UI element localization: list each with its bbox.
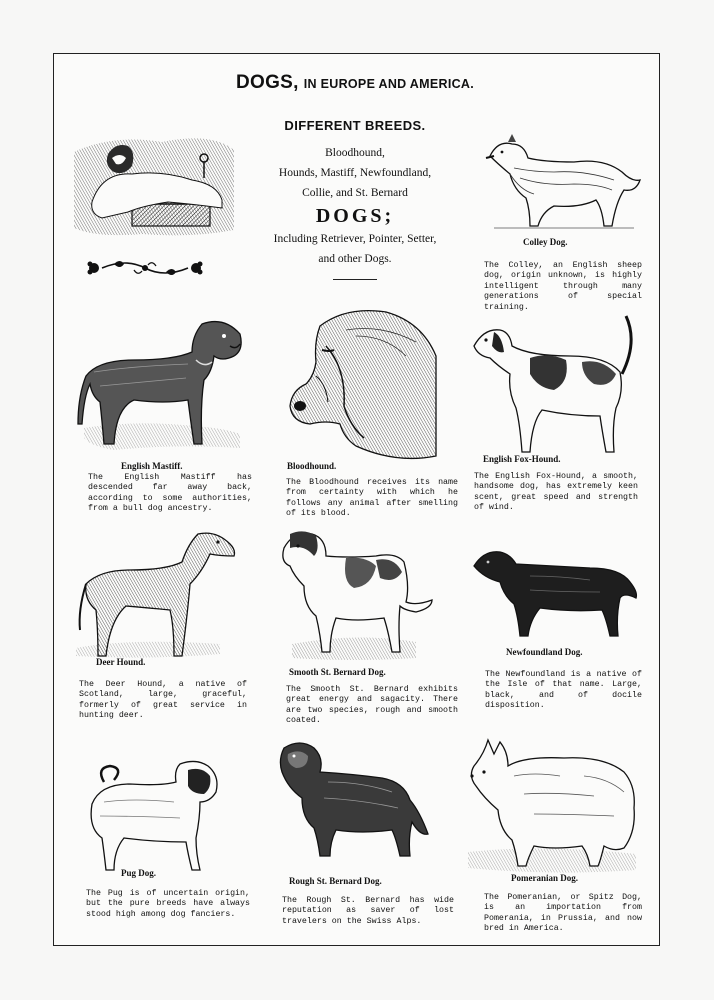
colley-caption: Colley Dog. [523, 237, 568, 247]
mastiff-caption: English Mastiff. [121, 461, 183, 471]
pug-caption: Pug Dog. [121, 868, 157, 878]
english-mastiff-illustration [74, 316, 244, 456]
intro-line-3: Collie, and St. Bernard [302, 187, 408, 199]
colley-description: The Colley, an English sheep dog, origin unknown, is highly intelligent through many generations of special training. [484, 261, 642, 312]
intro-line-2: Hounds, Mastiff, Newfoundland, [278, 167, 432, 179]
intro-block [240, 118, 470, 280]
bloodhound-caption: Bloodhound. [287, 461, 337, 471]
fox-hound-caption: English Fox-Hound. [483, 454, 561, 464]
intro-line-1: Bloodhound, [325, 147, 385, 159]
smooth-st-bernard-caption: Smooth St. Bernard Dog. [289, 667, 386, 677]
rough-st-bernard-description: The Rough St. Bernard has wide reputation as saver of lost travelers on the Swiss Alps. [282, 896, 454, 926]
title-rule [333, 279, 377, 280]
rough-st-bernard-caption: Rough St. Bernard Dog. [289, 876, 382, 886]
english-fox-hound-illustration [470, 312, 638, 458]
fox-hound-description: The English Fox-Hound, a smooth, handsome dog, has extremely keen scent, great speed and strength of wind. [474, 472, 638, 513]
intro-line-5: and other Dogs. [318, 253, 392, 265]
pug-description: The Pug is of uncertain origin, but the pure breeds have always stood high among dog fanciers. [86, 889, 250, 919]
subtitle: DIFFERENT BREEDS. [284, 118, 426, 133]
smooth-st-bernard-illustration [276, 526, 436, 662]
deer-hound-caption: Deer Hound. [96, 657, 146, 667]
pomeranian-caption: Pomeranian Dog. [511, 873, 578, 883]
newfoundland-description: The Newfoundland is a native of the Isle of that name. Large, black, and of docile disposition. [485, 670, 642, 711]
bloodhound-illustration [286, 306, 438, 464]
pomeranian-description: The Pomeranian, or Spitz Dog, is an importation from Pomerania, in Prussia, and now bred in America. [484, 893, 642, 934]
pug-dog-illustration [84, 758, 234, 876]
page-title [200, 72, 510, 94]
deer-hound-description: The Deer Hound, a native of Scotland, large, graceful, formerly of great service in hunting deer. [79, 680, 247, 721]
deer-hound-illustration [70, 530, 240, 666]
intro-line-4: Including Retriever, Pointer, Setter, [273, 233, 437, 245]
title-rest: IN EUROPE AND AMERICA. [303, 77, 475, 91]
dogs-heading: DOGS; [315, 205, 395, 227]
pomeranian-dog-illustration [464, 736, 640, 876]
newfoundland-caption: Newfoundland Dog. [506, 647, 583, 657]
vignette-dog-on-chest-illustration [72, 132, 236, 238]
smooth-st-bernard-description: The Smooth St. Bernard exhibits great energy and sagacity. There are two species, rough and smooth coated. [286, 685, 458, 726]
mastiff-description: The English Mastiff has descended far away back, according to some authorities, from a bull dog ancestry. [88, 473, 252, 514]
colley-dog-illustration [484, 128, 642, 234]
title-main: DOGS, [235, 72, 299, 93]
floral-ornament-icon [86, 256, 204, 280]
newfoundland-dog-illustration [470, 546, 640, 640]
bloodhound-description: The Bloodhound receives its name from certainty with which he follows any animal after smelling of its blood. [286, 478, 458, 519]
rough-st-bernard-illustration [272, 738, 436, 868]
